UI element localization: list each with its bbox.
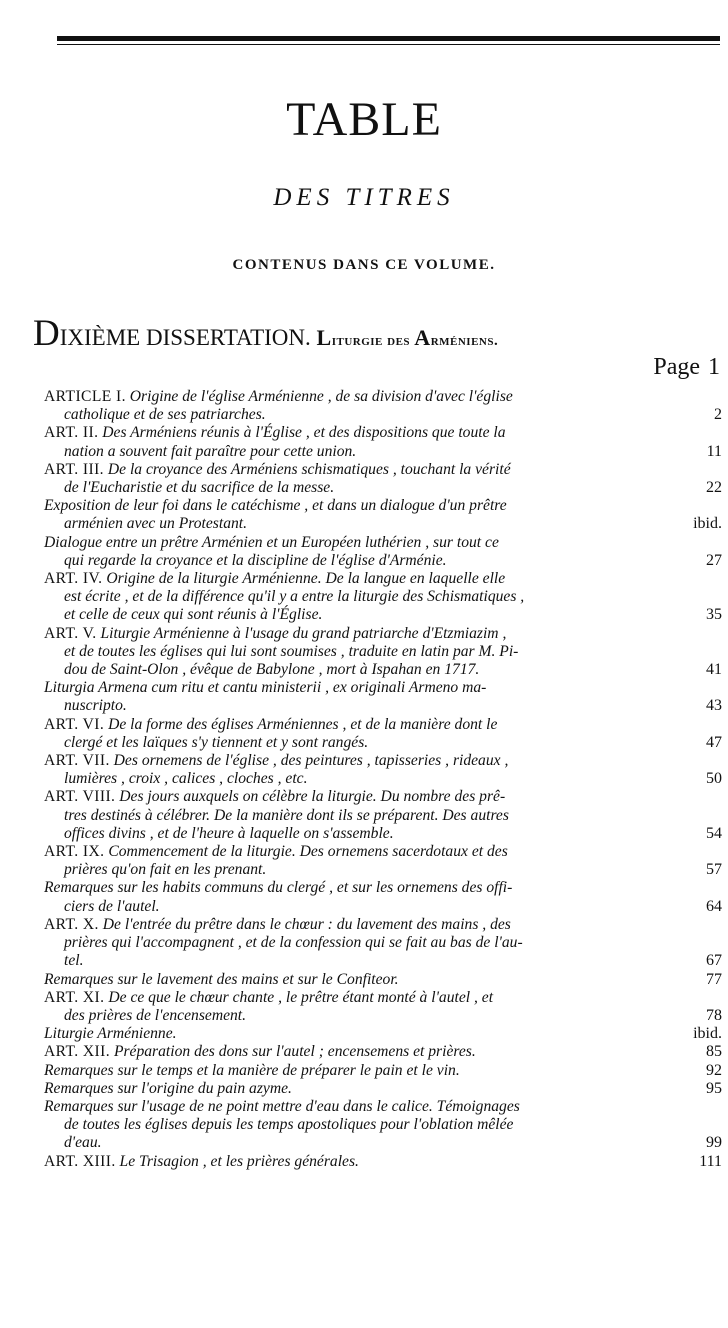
- entry-text: Le Trisagion , et les prières générales.: [119, 1152, 359, 1170]
- dissertation-title: IXIÈME DISSERTATION.: [59, 325, 311, 350]
- entry-line: [44, 679, 722, 697]
- entry-text: Des jours auxquels on célèbre la liturgie. Du nombre des prê-: [119, 788, 506, 806]
- entry-text: de toutes les églises depuis les temps apostoliques pour l'oblation mêlée: [64, 1116, 514, 1134]
- entry-page-number: 77: [706, 970, 722, 988]
- entry-text: Remarques sur l'usage de ne point mettre d'eau dans le calice. Témoignages: [44, 1097, 520, 1115]
- entry-text: offices divins , et de l'heure à laquelle on s'assemble.: [64, 824, 394, 842]
- toc-entry: [44, 971, 722, 989]
- entry-line: [44, 479, 722, 497]
- toc-entry: [44, 679, 722, 715]
- entry-text: de l'Eucharistie et du sacrifice de la messe.: [64, 479, 335, 497]
- entry-line: [44, 898, 722, 916]
- toc-entry: [44, 1080, 722, 1098]
- page-subtitle: DES TITRES: [273, 184, 455, 211]
- entry-label: ART. XI.: [44, 988, 105, 1006]
- entry-text: De l'entrée du prêtre dans le chœur : du lavement des mains , des: [102, 915, 511, 933]
- entry-page-number: 41: [706, 661, 722, 679]
- entry-text: catholique et de ses patriarches.: [64, 406, 266, 424]
- entry-text: nation a souvent fait paraître pour cette union.: [64, 442, 357, 460]
- entry-page-number: 50: [706, 770, 722, 788]
- page-number: 1: [708, 354, 720, 380]
- entry-line: [44, 697, 722, 715]
- entry-text: Remarques sur les habits communs du clergé , et sur les ornemens des offi-: [44, 879, 513, 897]
- entry-text: arménien avec un Protestant.: [64, 515, 248, 533]
- entry-label: ART. XII.: [44, 1043, 111, 1061]
- entry-line: [44, 625, 722, 643]
- entry-text: Commencement de la liturgie. Des ornemens sacerdotaux et des: [108, 843, 508, 861]
- entry-line: [44, 861, 722, 879]
- entry-label: ARTICLE I.: [44, 388, 126, 405]
- entry-text: Origine de la liturgie Arménienne. De la langue en laquelle elle: [106, 570, 506, 588]
- entry-line: [44, 879, 722, 897]
- entry-line: [44, 588, 722, 606]
- entry-text: De la forme des églises Arméniennes , et de la manière dont le: [108, 715, 498, 733]
- entry-line: [44, 1062, 722, 1080]
- entry-line: [44, 606, 722, 624]
- entry-text: Des ornemens de l'église , des peintures , tapisseries , rideaux ,: [113, 752, 509, 770]
- entry-line: [44, 1153, 722, 1171]
- entry-label: ART. XIII.: [44, 1152, 116, 1170]
- entry-page-number: 64: [706, 897, 722, 915]
- entry-text: Origine de l'église Arménienne , de sa division d'avec l'église: [129, 388, 513, 405]
- toc-entry: [44, 1062, 722, 1080]
- toc-entry: [44, 1098, 722, 1153]
- entry-text: et celle de ceux qui sont réunis à l'Église.: [64, 606, 323, 624]
- dissertation-heading: [33, 312, 723, 355]
- contenus-heading: CONTENUS DANS CE VOLUME.: [232, 257, 496, 273]
- entry-page-number: 67: [706, 952, 722, 970]
- toc-entry: [44, 916, 722, 971]
- liturgie-rest: iturgie des: [331, 333, 415, 349]
- dissertation-page: [653, 354, 720, 381]
- toc-entry: [44, 625, 722, 680]
- toc-entry: [44, 1025, 722, 1043]
- entry-line: [44, 1116, 722, 1134]
- entry-text: De ce que le chœur chante , le prêtre étant monté à l'autel , et: [108, 988, 494, 1006]
- entry-text: De la croyance des Arméniens schismatiques , touchant la vérité: [107, 460, 511, 478]
- entry-text: Préparation des dons sur l'autel ; encensemens et prières.: [113, 1043, 476, 1061]
- entry-text: Liturgia Armena cum ritu et cantu ministerii , ex originali Armeno ma-: [44, 679, 487, 697]
- entry-label: ART. II.: [44, 424, 99, 442]
- entry-line: [44, 825, 722, 843]
- entry-page-number: ibid.: [693, 515, 722, 533]
- entry-label: ART. VI.: [44, 715, 105, 733]
- toc-entries: [44, 388, 722, 1171]
- entry-line: [44, 952, 722, 970]
- entry-line: [44, 406, 722, 424]
- entry-text: Remarques sur le lavement des mains et sur le Confiteor.: [44, 970, 399, 988]
- entry-line: [44, 661, 722, 679]
- top-rule-thick: [57, 36, 720, 41]
- entry-line: [44, 770, 722, 788]
- entry-line: [44, 424, 722, 442]
- entry-page-number: ibid.: [693, 1025, 722, 1043]
- armeniens-cap: A: [414, 325, 431, 350]
- entry-line: [44, 971, 722, 989]
- entry-text: ciers de l'autel.: [64, 897, 160, 915]
- toc-entry: [44, 1153, 722, 1171]
- toc-entry: [44, 497, 722, 533]
- entry-line: [44, 388, 722, 406]
- entry-page-number: 111: [699, 1152, 722, 1170]
- toc-entry: [44, 788, 722, 843]
- liturgie-cap: L: [316, 325, 332, 350]
- entry-text: Exposition de leur foi dans le catéchisme , et dans un dialogue d'un prêtre: [44, 497, 507, 515]
- entry-page-number: 54: [706, 824, 722, 842]
- entry-page-number: 57: [706, 861, 722, 879]
- entry-text: lumières , croix , calices , cloches , etc.: [64, 770, 308, 788]
- entry-line: [44, 534, 722, 552]
- entry-text: Dialogue entre un prêtre Arménien et un Européen luthérien , sur tout ce: [44, 533, 499, 551]
- entry-text: tel.: [64, 952, 84, 970]
- entry-line: [44, 788, 722, 806]
- entry-line: [44, 934, 722, 952]
- entry-label: ART. X.: [44, 915, 99, 933]
- toc-entry: [44, 989, 722, 1025]
- entry-line: [44, 497, 722, 515]
- toc-entry: [44, 716, 722, 752]
- entry-line: [44, 552, 722, 570]
- entry-text: Remarques sur l'origine du pain azyme.: [44, 1079, 292, 1097]
- toc-entry: [44, 534, 722, 570]
- page-title: TABLE: [286, 93, 442, 146]
- entry-page-number: 78: [706, 1006, 722, 1024]
- dissertation-initial: D: [33, 313, 60, 354]
- entry-line: [44, 752, 722, 770]
- entry-text: tres destinés à célébrer. De la manière dont ils se préparent. Des autres: [64, 806, 509, 824]
- entry-label: ART. IV.: [44, 570, 103, 588]
- entry-line: [44, 1025, 722, 1043]
- entry-text: clergé et les laïques s'y tiennent et y sont rangés.: [64, 733, 369, 751]
- entry-page-number: 92: [706, 1061, 722, 1079]
- armeniens-rest: rméniens.: [430, 333, 499, 349]
- entry-line: [44, 461, 722, 479]
- toc-entry: [44, 752, 722, 788]
- entry-text: prières qu'on fait en les prenant.: [64, 861, 267, 879]
- entry-text: Des Arméniens réunis à l'Église , et des dispositions que toute la: [102, 424, 506, 442]
- entry-page-number: 99: [706, 1134, 722, 1152]
- entry-line: [44, 807, 722, 825]
- entry-text: Liturgie Arménienne.: [44, 1025, 177, 1043]
- entry-line: [44, 989, 722, 1007]
- entry-page-number: 2: [714, 406, 722, 424]
- toc-entry: [44, 461, 722, 497]
- entry-line: [44, 1080, 722, 1098]
- toc-entry: [44, 570, 722, 625]
- entry-line: [44, 643, 722, 661]
- toc-entry: [44, 1043, 722, 1061]
- entry-line: [44, 1098, 722, 1116]
- entry-line: [44, 443, 722, 461]
- entry-page-number: 27: [706, 551, 722, 569]
- entry-text: Liturgie Arménienne à l'usage du grand patriarche d'Etzmiazim ,: [100, 624, 507, 642]
- entry-label: ART. IX.: [44, 843, 105, 861]
- entry-text: d'eau.: [64, 1134, 102, 1152]
- entry-text: dou de Saint-Olon , évêque de Babylone , mort à Ispahan en 1717.: [64, 661, 480, 679]
- entry-line: [44, 716, 722, 734]
- top-rule-thin: [57, 44, 720, 45]
- toc-entry: [44, 424, 722, 460]
- entry-page-number: 43: [706, 697, 722, 715]
- entry-line: [44, 843, 722, 861]
- entry-page-number: 35: [706, 606, 722, 624]
- entry-text: et de toutes les églises qui lui sont soumises , traduite en latin par M. Pi-: [64, 642, 519, 660]
- entry-page-number: 22: [706, 479, 722, 497]
- entry-line: [44, 515, 722, 533]
- entry-line: [44, 1043, 722, 1061]
- entry-line: [44, 570, 722, 588]
- entry-text: Remarques sur le temps et la manière de préparer le pain et le vin.: [44, 1061, 460, 1079]
- entry-line: [44, 734, 722, 752]
- entry-label: ART. V.: [44, 624, 97, 642]
- entry-label: ART. III.: [44, 460, 104, 478]
- entry-text: est écrite , et de la différence qu'il y a entre la liturgie des Schismatiques ,: [64, 588, 525, 606]
- entry-line: [44, 1007, 722, 1025]
- entry-page-number: 47: [706, 733, 722, 751]
- page-label: Page: [653, 354, 700, 380]
- entry-text: prières qui l'accompagnent , et de la confession qui se fait au bas de l'au-: [64, 934, 523, 952]
- entry-line: [44, 916, 722, 934]
- liturgie-heading: [316, 325, 499, 350]
- entry-line: [44, 1134, 722, 1152]
- toc-entry: [44, 843, 722, 879]
- entry-page-number: 11: [706, 442, 722, 460]
- entry-text: des prières de l'encensement.: [64, 1006, 247, 1024]
- entry-text: nuscripto.: [64, 697, 127, 715]
- entry-label: ART. VII.: [44, 752, 110, 770]
- entry-label: ART. VIII.: [44, 788, 116, 806]
- toc-entry: [44, 879, 722, 915]
- entry-page-number: 95: [706, 1079, 722, 1097]
- toc-entry: [44, 388, 722, 424]
- entry-page-number: 85: [706, 1043, 722, 1061]
- entry-text: qui regarde la croyance et la discipline de l'église d'Arménie.: [64, 551, 447, 569]
